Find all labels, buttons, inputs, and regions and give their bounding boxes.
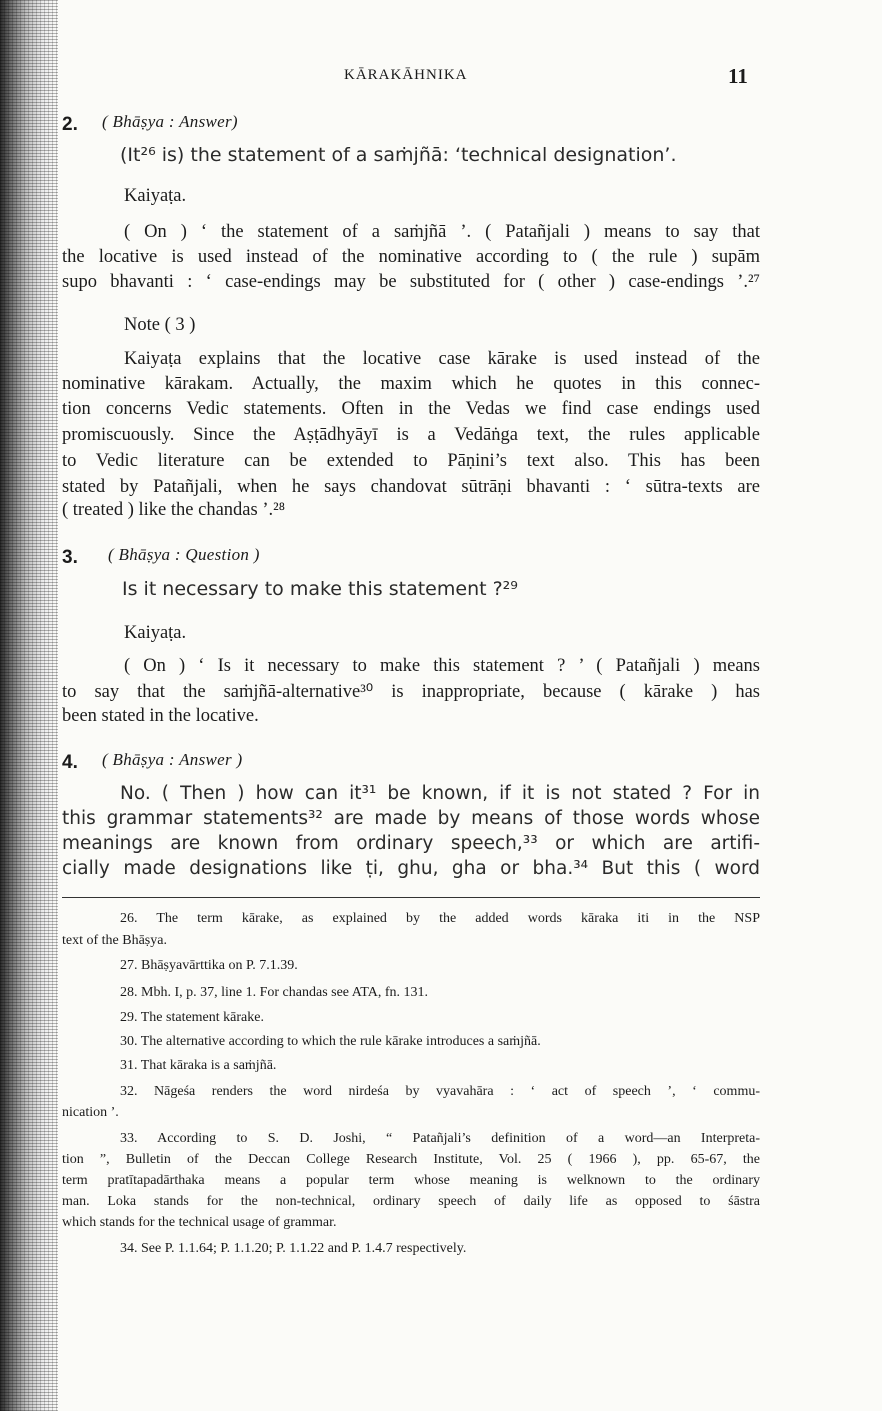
section-2-statement: (It²⁶ is) the statement of a saṁjñā: ‘technical designation’. (120, 144, 677, 166)
note-3-line: tion concerns Vedic statements. Often in the Vedas we find case endings used (62, 399, 760, 419)
note-3-heading: Note ( 3 ) (124, 315, 196, 335)
note-3-line: promiscuously. Since the Aṣṭādhyāyī is a Vedāṅga text, the rules applicable (62, 425, 760, 445)
footnote-line: 30. The alternative according to which the rule kārake introduces a saṁjñā. (120, 1034, 541, 1049)
footnote-line: nication ’. (62, 1105, 119, 1120)
footnote-line: text of the Bhāṣya. (62, 933, 167, 948)
footnote-line: 29. The statement kārake. (120, 1010, 264, 1025)
note-3-line: stated by Patañjali, when he says chandovat sūtrāṇi bhavanti : ‘ sūtra-texts are (62, 477, 760, 497)
footnote-line: 32. Nāgeśa renders the word nirdeśa by vyavahāra : ‘ act of speech ’, ‘ commu- (120, 1084, 760, 1099)
section-2-line: the locative is used instead of the nominative according to ( the rule ) supām (62, 247, 760, 267)
note-3-line: nominative kārakam. Actually, the maxim which he quotes in this connec- (62, 374, 760, 394)
section-3-line: ( On ) ‘ Is it necessary to make this statement ? ’ ( Patañjali ) means (124, 656, 760, 676)
section-3-statement: Is it necessary to make this statement ?²⁹ (122, 578, 518, 600)
page-number: 11 (728, 64, 748, 88)
section-4-tag: ( Bhāṣya : Answer ) (102, 750, 243, 769)
footnote-line: 28. Mbh. I, p. 37, line 1. For chandas see ATA, fn. 131. (120, 985, 429, 1000)
footnote-line: 26. The term kārake, as explained by the added words kāraka iti in the NSP (120, 911, 760, 926)
note-3-line: to Vedic literature can be extended to Pāṇini’s text also. This has been (62, 451, 760, 471)
footnote-line: tion ”, Bulletin of the Deccan College Research Institute, Vol. 25 ( 1966 ), pp. 65-67, the (62, 1152, 760, 1167)
footnote-line: 27. Bhāṣyavārttika on P. 7.1.39. (120, 958, 298, 973)
section-2-line: ( On ) ‘ the statement of a saṁjñā ’. ( Patañjali ) means to say that (124, 222, 760, 242)
section-3-number: 3. (62, 547, 78, 568)
section-3-kaiyata-heading: Kaiyaṭa. (124, 623, 187, 643)
section-4-line: meanings are known from ordinary speech,³³ or which are artifi- (62, 833, 760, 854)
section-2-kaiyata-heading: Kaiyaṭa. (124, 186, 187, 206)
footnote-line: 31. That kāraka is a saṁjñā. (120, 1058, 277, 1073)
scanned-binding-edge (0, 0, 58, 1411)
section-4-line: cially made designations like ṭi, ghu, gha or bha.³⁴ But this ( word (62, 858, 760, 879)
section-2-line: supo bhavanti : ‘ case-endings may be substituted for ( other ) case-endings ’.²⁷ (62, 272, 760, 292)
footnote-line: man. Loka stands for the non-technical, ordinary speech of daily life as opposed to śāstra (62, 1194, 760, 1209)
footnote-divider (62, 897, 760, 898)
section-2-tag: ( Bhāṣya : Answer) (102, 112, 238, 131)
note-3-line: Kaiyaṭa explains that the locative case kārake is used instead of the (124, 349, 760, 369)
running-head: KĀRAKĀHNIKA (344, 67, 468, 83)
section-3-line: been stated in the locative. (62, 706, 259, 726)
footnote-line: 33. According to S. D. Joshi, “ Patañjali’s definition of a word—an Interpreta- (120, 1131, 760, 1146)
section-4-line: this grammar statements³² are made by means of those words whose (62, 808, 760, 829)
section-4-line: No. ( Then ) how can it³¹ be known, if it is not stated ? For in (120, 783, 760, 804)
footnote-line: which stands for the technical usage of grammar. (62, 1215, 337, 1230)
section-3-tag: ( Bhāṣya : Question ) (108, 545, 260, 564)
footnote-line: term pratītapadārthaka means a popular term whose meaning is welknown to the ordinary (62, 1173, 760, 1188)
note-3-line: ( treated ) like the chandas ’.²⁸ (62, 500, 286, 520)
footnote-line: 34. See P. 1.1.64; P. 1.1.20; P. 1.1.22 and P. 1.4.7 respectively. (120, 1241, 467, 1256)
section-3-line: to say that the saṁjñā-alternative³⁰ is inappropriate, because ( kārake ) has (62, 682, 760, 702)
section-2-number: 2. (62, 114, 78, 135)
section-4-number: 4. (62, 752, 78, 773)
